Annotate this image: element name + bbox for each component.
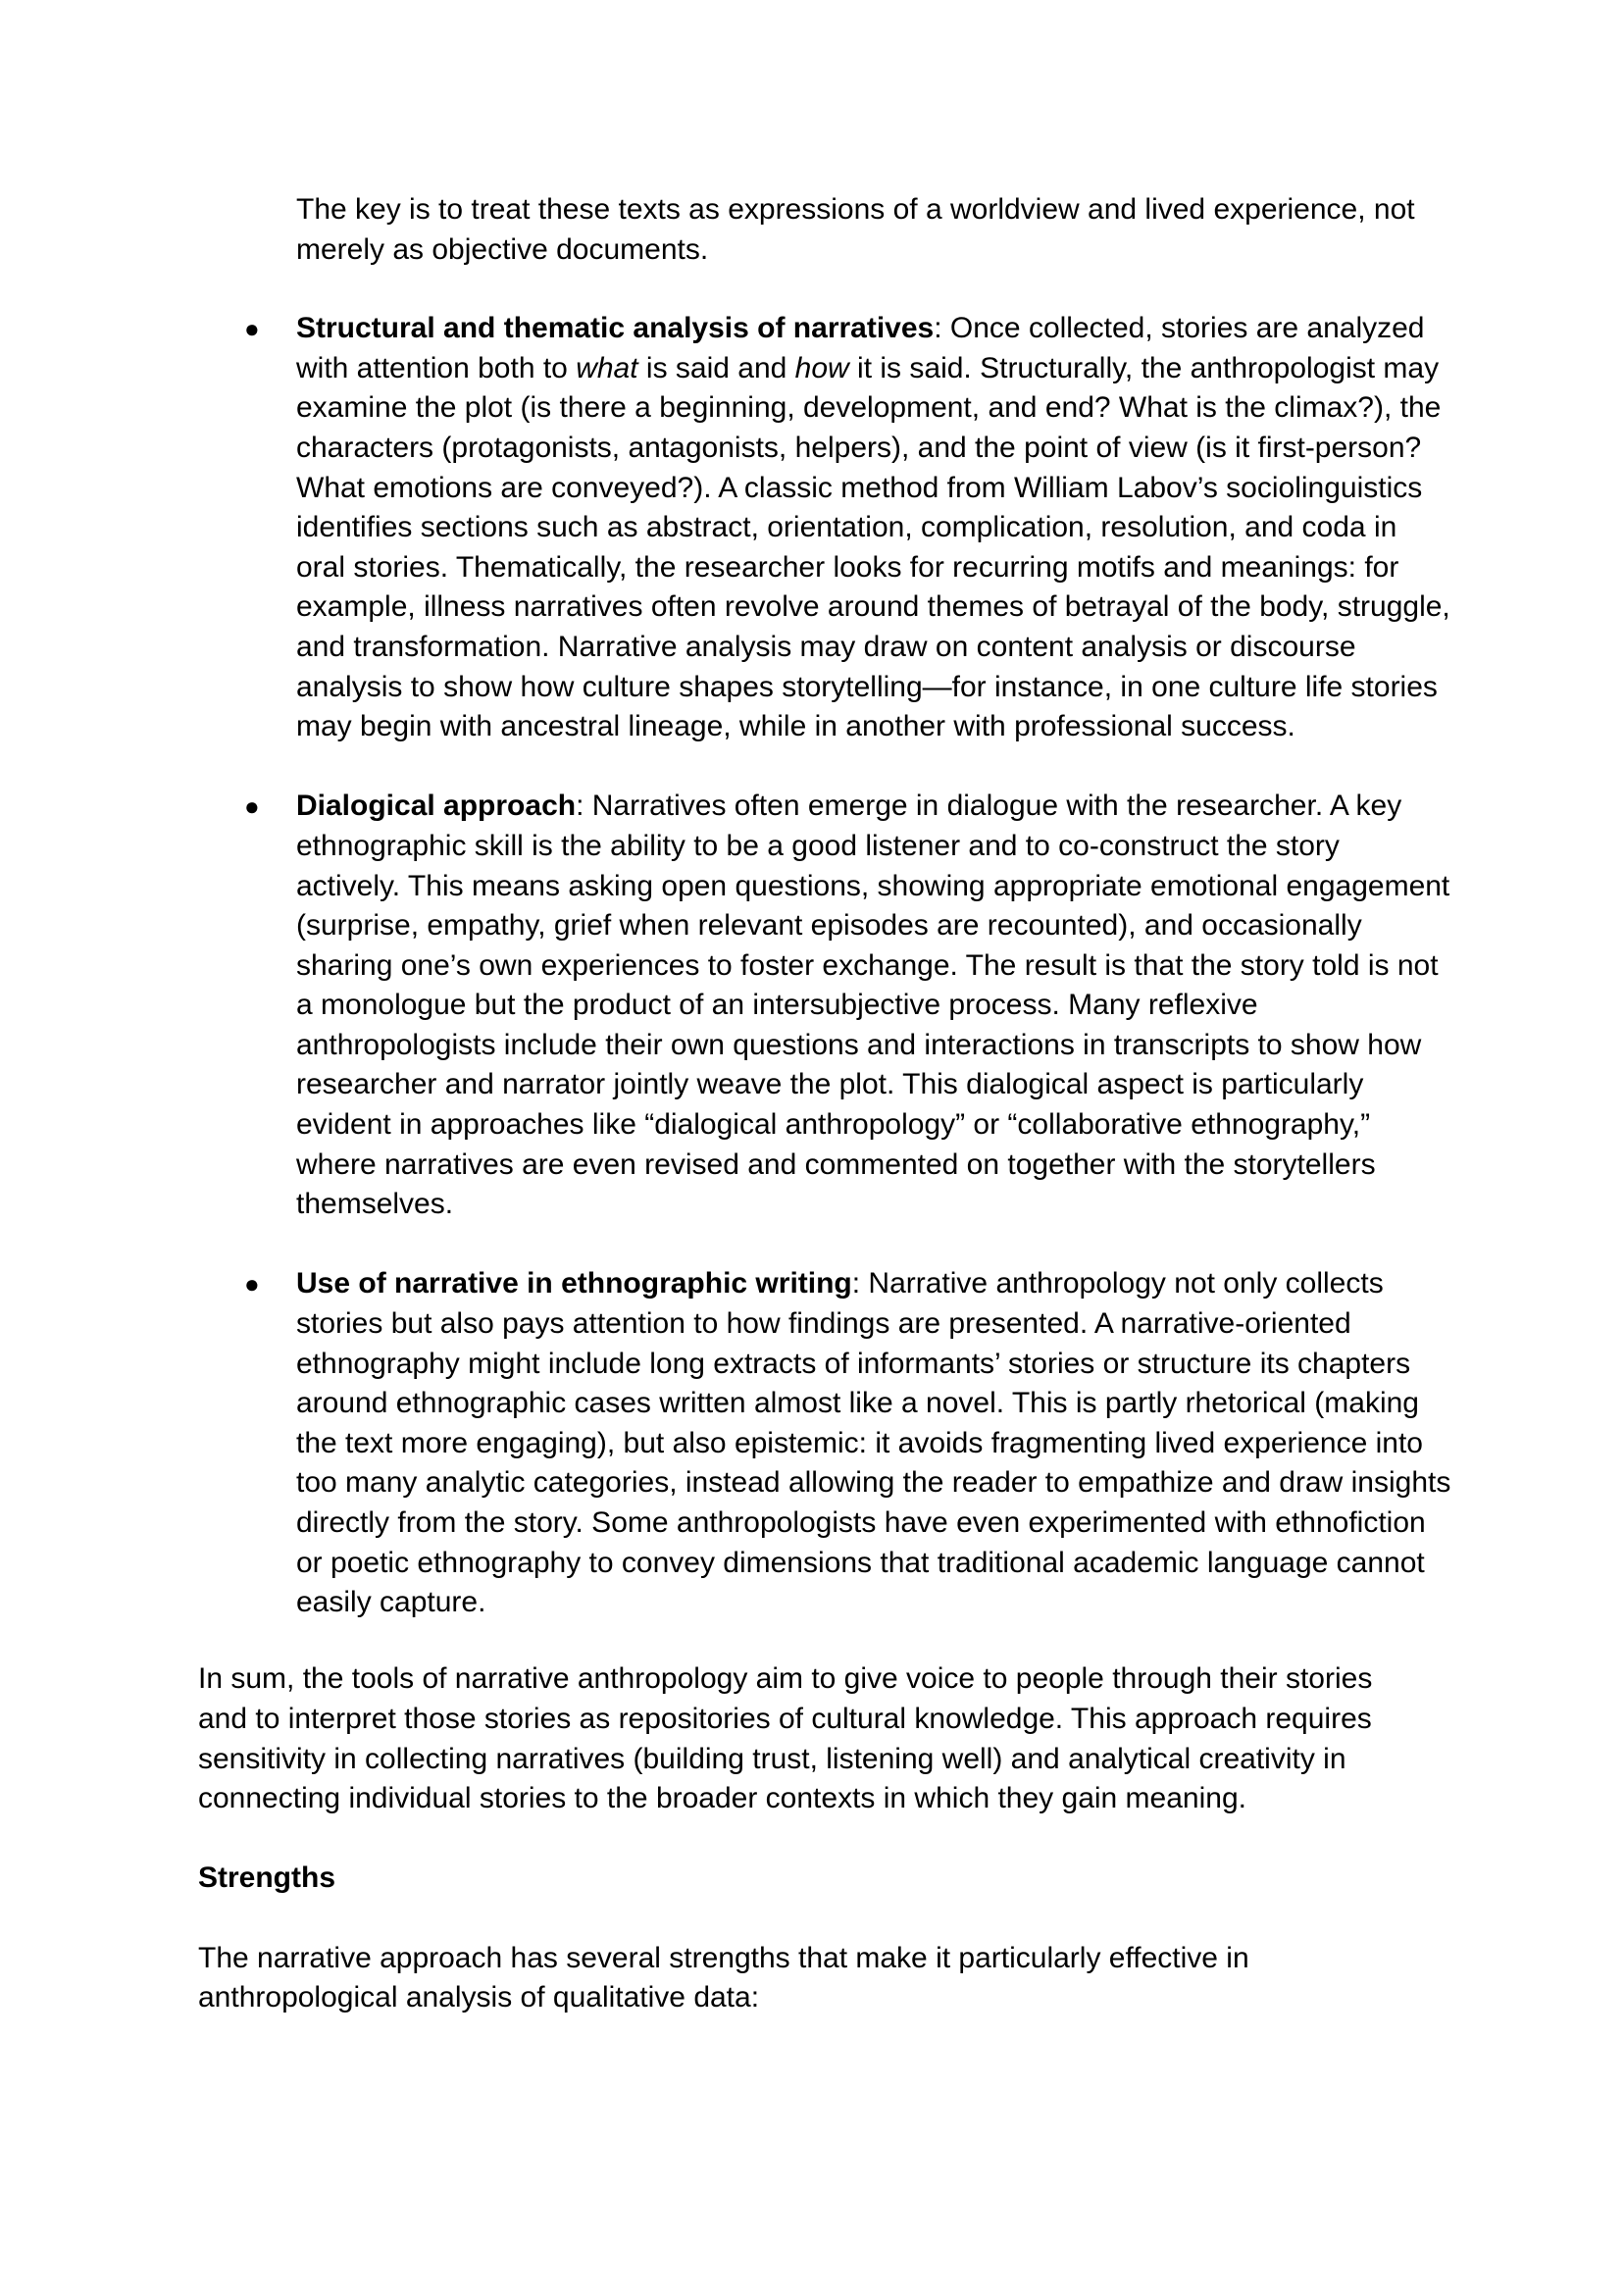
emphasis: what	[576, 351, 638, 384]
continuation-paragraph: The key is to treat these texts as expressions of a worldview and lived experience, not merely as objective documents.	[296, 193, 1415, 266]
list-item-body: : Narrative anthropology not only collects stories but also pays attention to how findings are presented. A narrative-oriented ethnography might include long extracts of informants’ stories or structure its chapters around ethnographic cases written almost like a novel. This is partly rhetorical (making the text more engaging), but also epistemic: it avoids fragmenting lived experience into too many analytic categories, instead allowing the reader to empathize and draw insights directly from the story. Some anthropologists have even experimented with ethnofiction or poetic ethnography to convey dimensions that traditional academic language cannot easily capture.	[296, 1267, 1451, 1619]
list-item-text	[296, 1264, 1451, 1622]
emphasis: how	[794, 351, 849, 384]
list-item-body: it is said. Structurally, the anthropologist may examine the plot (is there a beginning, development, and end? What is the climax?), the characters (protagonists, antagonists, helpers), and the point of view (is it first-person? What emotions are conveyed?). A classic method from William Labov’s sociolinguistics identifies sections such as abstract, orientation, complication, resolution, and coda in oral stories. Thematically, the researcher looks for recurring motifs and meanings: for example, illness narratives often revolve around themes of betrayal of the body, struggle, and transformation. Narrative analysis may draw on content analysis or discourse analysis to show how culture shapes storytelling—for instance, in one culture life stories may begin with ancestral lineage, while in another with professional success.	[296, 351, 1450, 743]
bullet-icon: ●	[244, 791, 260, 822]
bullet-icon: ●	[244, 1269, 260, 1300]
list-item-text	[296, 787, 1451, 1225]
strengths-intro-paragraph: The narrative approach has several strengths that make it particularly effective in anthropological analysis of qualitative data:	[198, 1941, 1249, 2014]
bullet-icon: ●	[244, 314, 260, 344]
methods-list	[198, 309, 1451, 1623]
list-item-body: is said and	[637, 351, 795, 384]
list-item-body: : Once collected, stories are analyzed with attention both to	[296, 312, 1425, 384]
list-item	[198, 787, 1450, 1225]
list-item-title: Structural and thematic analysis of narratives	[296, 312, 935, 345]
list-item-text	[296, 309, 1451, 747]
list-item-title: Use of narrative in ethnographic writing	[296, 1267, 852, 1300]
list-item	[198, 1264, 1451, 1622]
section-heading: Strengths	[198, 1861, 336, 1895]
list-item-body: : Narratives often emerge in dialogue with the researcher. A key ethnographic skill is the ability to be a good listener and to co-construct the story actively. This means asking open questions, showing appropriate emotional engagement (surprise, empathy, grief when relevant episodes are recounted), and occasionally sharing one’s own experiences to foster exchange. The result is that the story told is not a monologue but the product of an intersubjective process. Many reflexive anthropologists include their own questions and interactions in transcripts to show how researcher and narrator jointly weave the plot. This dialogical aspect is particularly evident in approaches like “dialogical anthropology” or “collaborative ethnography,” where narratives are even revised and commented on together with the storytellers themselves.	[296, 790, 1450, 1221]
document-body	[198, 190, 1451, 2018]
list-item-title: Dialogical approach	[296, 790, 577, 823]
list-item	[198, 309, 1450, 747]
summary-paragraph: In sum, the tools of narrative anthropology aim to give voice to people through their stories and to interpret those stories as repositories of cultural knowledge. This approach requires sensitivity in collecting narratives (building trust, listening well) and analytical creativity in connecting individual stories to the broader contexts in which they gain meaning.	[198, 1662, 1373, 1815]
